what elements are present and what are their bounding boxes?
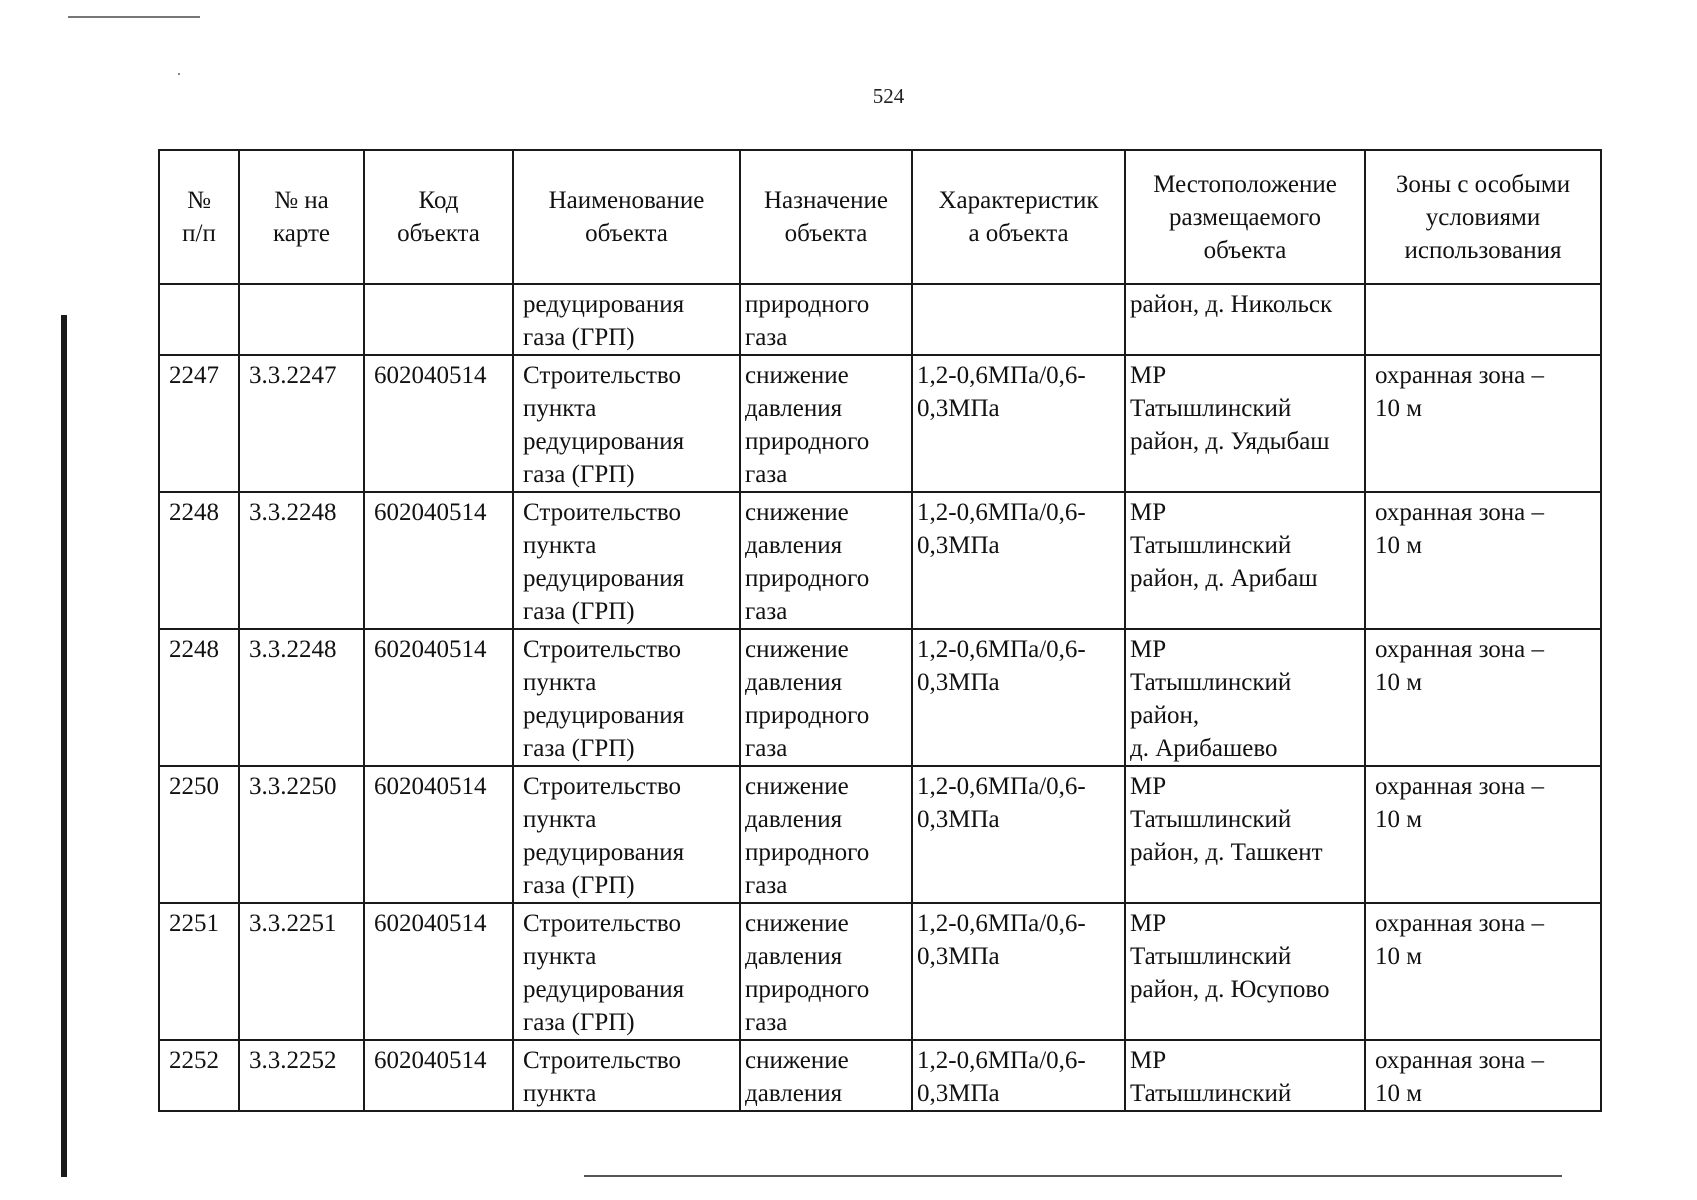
cell-object-purpose: снижение давления природного газа xyxy=(740,492,912,629)
table-row-continuation xyxy=(159,284,1601,355)
cell-object-name: Строительство пункта редуцирования газа (ГРП) xyxy=(513,903,740,1040)
cell-object-purpose: природного газа xyxy=(740,284,912,355)
cell-object-purpose: снижение давления природного газа xyxy=(740,629,912,766)
cell-number: 2250 xyxy=(159,766,239,903)
cell-object-location: МР Татышлинский район, д. Юсупово xyxy=(1125,903,1365,1040)
column-header-map-number: № на карте xyxy=(239,150,364,284)
cell-object-code: 602040514 xyxy=(364,766,513,903)
page-number: 524 xyxy=(872,84,905,108)
column-header-object-name: Наименование объекта xyxy=(513,150,740,284)
cell-special-zones: охранная зона – 10 м xyxy=(1365,903,1601,1040)
cell-object-location: район, д. Никольск xyxy=(1125,284,1365,355)
cell-object-location: МР Татышлинский район, д. Арибаш xyxy=(1125,492,1365,629)
column-header-object-purpose: Назначение объекта xyxy=(740,150,912,284)
cell-object-code xyxy=(364,284,513,355)
scan-artifact-bottom-line xyxy=(584,1175,1562,1177)
column-header-object-location: Местоположение размещаемого объекта xyxy=(1125,150,1365,284)
cell-number: 2248 xyxy=(159,629,239,766)
cell-object-characteristics: 1,2-0,6МПа/0,6- 0,3МПа xyxy=(912,766,1125,903)
cell-object-name: Строительство пункта редуцирования газа (ГРП) xyxy=(513,492,740,629)
cell-object-purpose: снижение давления природного газа xyxy=(740,766,912,903)
cell-object-name: Строительство пункта xyxy=(513,1040,740,1111)
cell-object-location: МР Татышлинский район, д. Уядыбаш xyxy=(1125,355,1365,492)
cell-object-location: МР Татышлинский xyxy=(1125,1040,1365,1111)
cell-number: 2252 xyxy=(159,1040,239,1111)
cell-object-purpose: снижение давления природного газа xyxy=(740,903,912,1040)
column-header-object-code: Код объекта xyxy=(364,150,513,284)
cell-object-code: 602040514 xyxy=(364,903,513,1040)
cell-special-zones: охранная зона – 10 м xyxy=(1365,629,1601,766)
scan-artifact-top-line xyxy=(68,16,200,18)
table-row xyxy=(159,903,1601,1040)
cell-map-number: 3.3.2250 xyxy=(239,766,364,903)
column-header-number: № п/п xyxy=(159,150,239,284)
cell-object-location: МР Татышлинский район, д. Ташкент xyxy=(1125,766,1365,903)
cell-number: 2247 xyxy=(159,355,239,492)
table-row xyxy=(159,492,1601,629)
cell-object-name: Строительство пункта редуцирования газа (ГРП) xyxy=(513,629,740,766)
cell-special-zones: охранная зона – 10 м xyxy=(1365,355,1601,492)
cell-object-code: 602040514 xyxy=(364,1040,513,1111)
cell-object-code: 602040514 xyxy=(364,355,513,492)
cell-object-location: МР Татышлинский район, д. Арибашево xyxy=(1125,629,1365,766)
table-row xyxy=(159,766,1601,903)
table-row xyxy=(159,1040,1601,1111)
scan-artifact-left-bar xyxy=(61,315,67,1177)
cell-special-zones: охранная зона – 10 м xyxy=(1365,766,1601,903)
cell-object-characteristics: 1,2-0,6МПа/0,6- 0,3МПа xyxy=(912,903,1125,1040)
cell-number: 2251 xyxy=(159,903,239,1040)
objects-table xyxy=(158,149,1602,1112)
cell-special-zones: охранная зона – 10 м xyxy=(1365,492,1601,629)
cell-special-zones: охранная зона – 10 м xyxy=(1365,1040,1601,1111)
cell-object-characteristics: 1,2-0,6МПа/0,6- 0,3МПа xyxy=(912,1040,1125,1111)
scan-artifact-dot xyxy=(178,73,180,75)
cell-object-purpose: снижение давления xyxy=(740,1040,912,1111)
cell-object-code: 602040514 xyxy=(364,492,513,629)
column-header-object-characteristics: Характеристик а объекта xyxy=(912,150,1125,284)
cell-map-number: 3.3.2247 xyxy=(239,355,364,492)
cell-object-purpose: снижение давления природного газа xyxy=(740,355,912,492)
cell-object-name: Строительство пункта редуцирования газа (ГРП) xyxy=(513,355,740,492)
cell-object-characteristics xyxy=(912,284,1125,355)
cell-map-number: 3.3.2252 xyxy=(239,1040,364,1111)
table-row xyxy=(159,629,1601,766)
cell-object-characteristics: 1,2-0,6МПа/0,6- 0,3МПа xyxy=(912,629,1125,766)
cell-map-number: 3.3.2248 xyxy=(239,629,364,766)
cell-special-zones xyxy=(1365,284,1601,355)
cell-number: 2248 xyxy=(159,492,239,629)
cell-number xyxy=(159,284,239,355)
table-header-row xyxy=(159,150,1601,284)
cell-object-name: редуцирования газа (ГРП) xyxy=(513,284,740,355)
cell-object-code: 602040514 xyxy=(364,629,513,766)
cell-object-characteristics: 1,2-0,6МПа/0,6- 0,3МПа xyxy=(912,355,1125,492)
cell-object-name: Строительство пункта редуцирования газа (ГРП) xyxy=(513,766,740,903)
cell-object-characteristics: 1,2-0,6МПа/0,6- 0,3МПа xyxy=(912,492,1125,629)
cell-map-number xyxy=(239,284,364,355)
cell-map-number: 3.3.2251 xyxy=(239,903,364,1040)
column-header-special-zones: Зоны с особыми условиями использования xyxy=(1365,150,1601,284)
cell-map-number: 3.3.2248 xyxy=(239,492,364,629)
table-row xyxy=(159,355,1601,492)
